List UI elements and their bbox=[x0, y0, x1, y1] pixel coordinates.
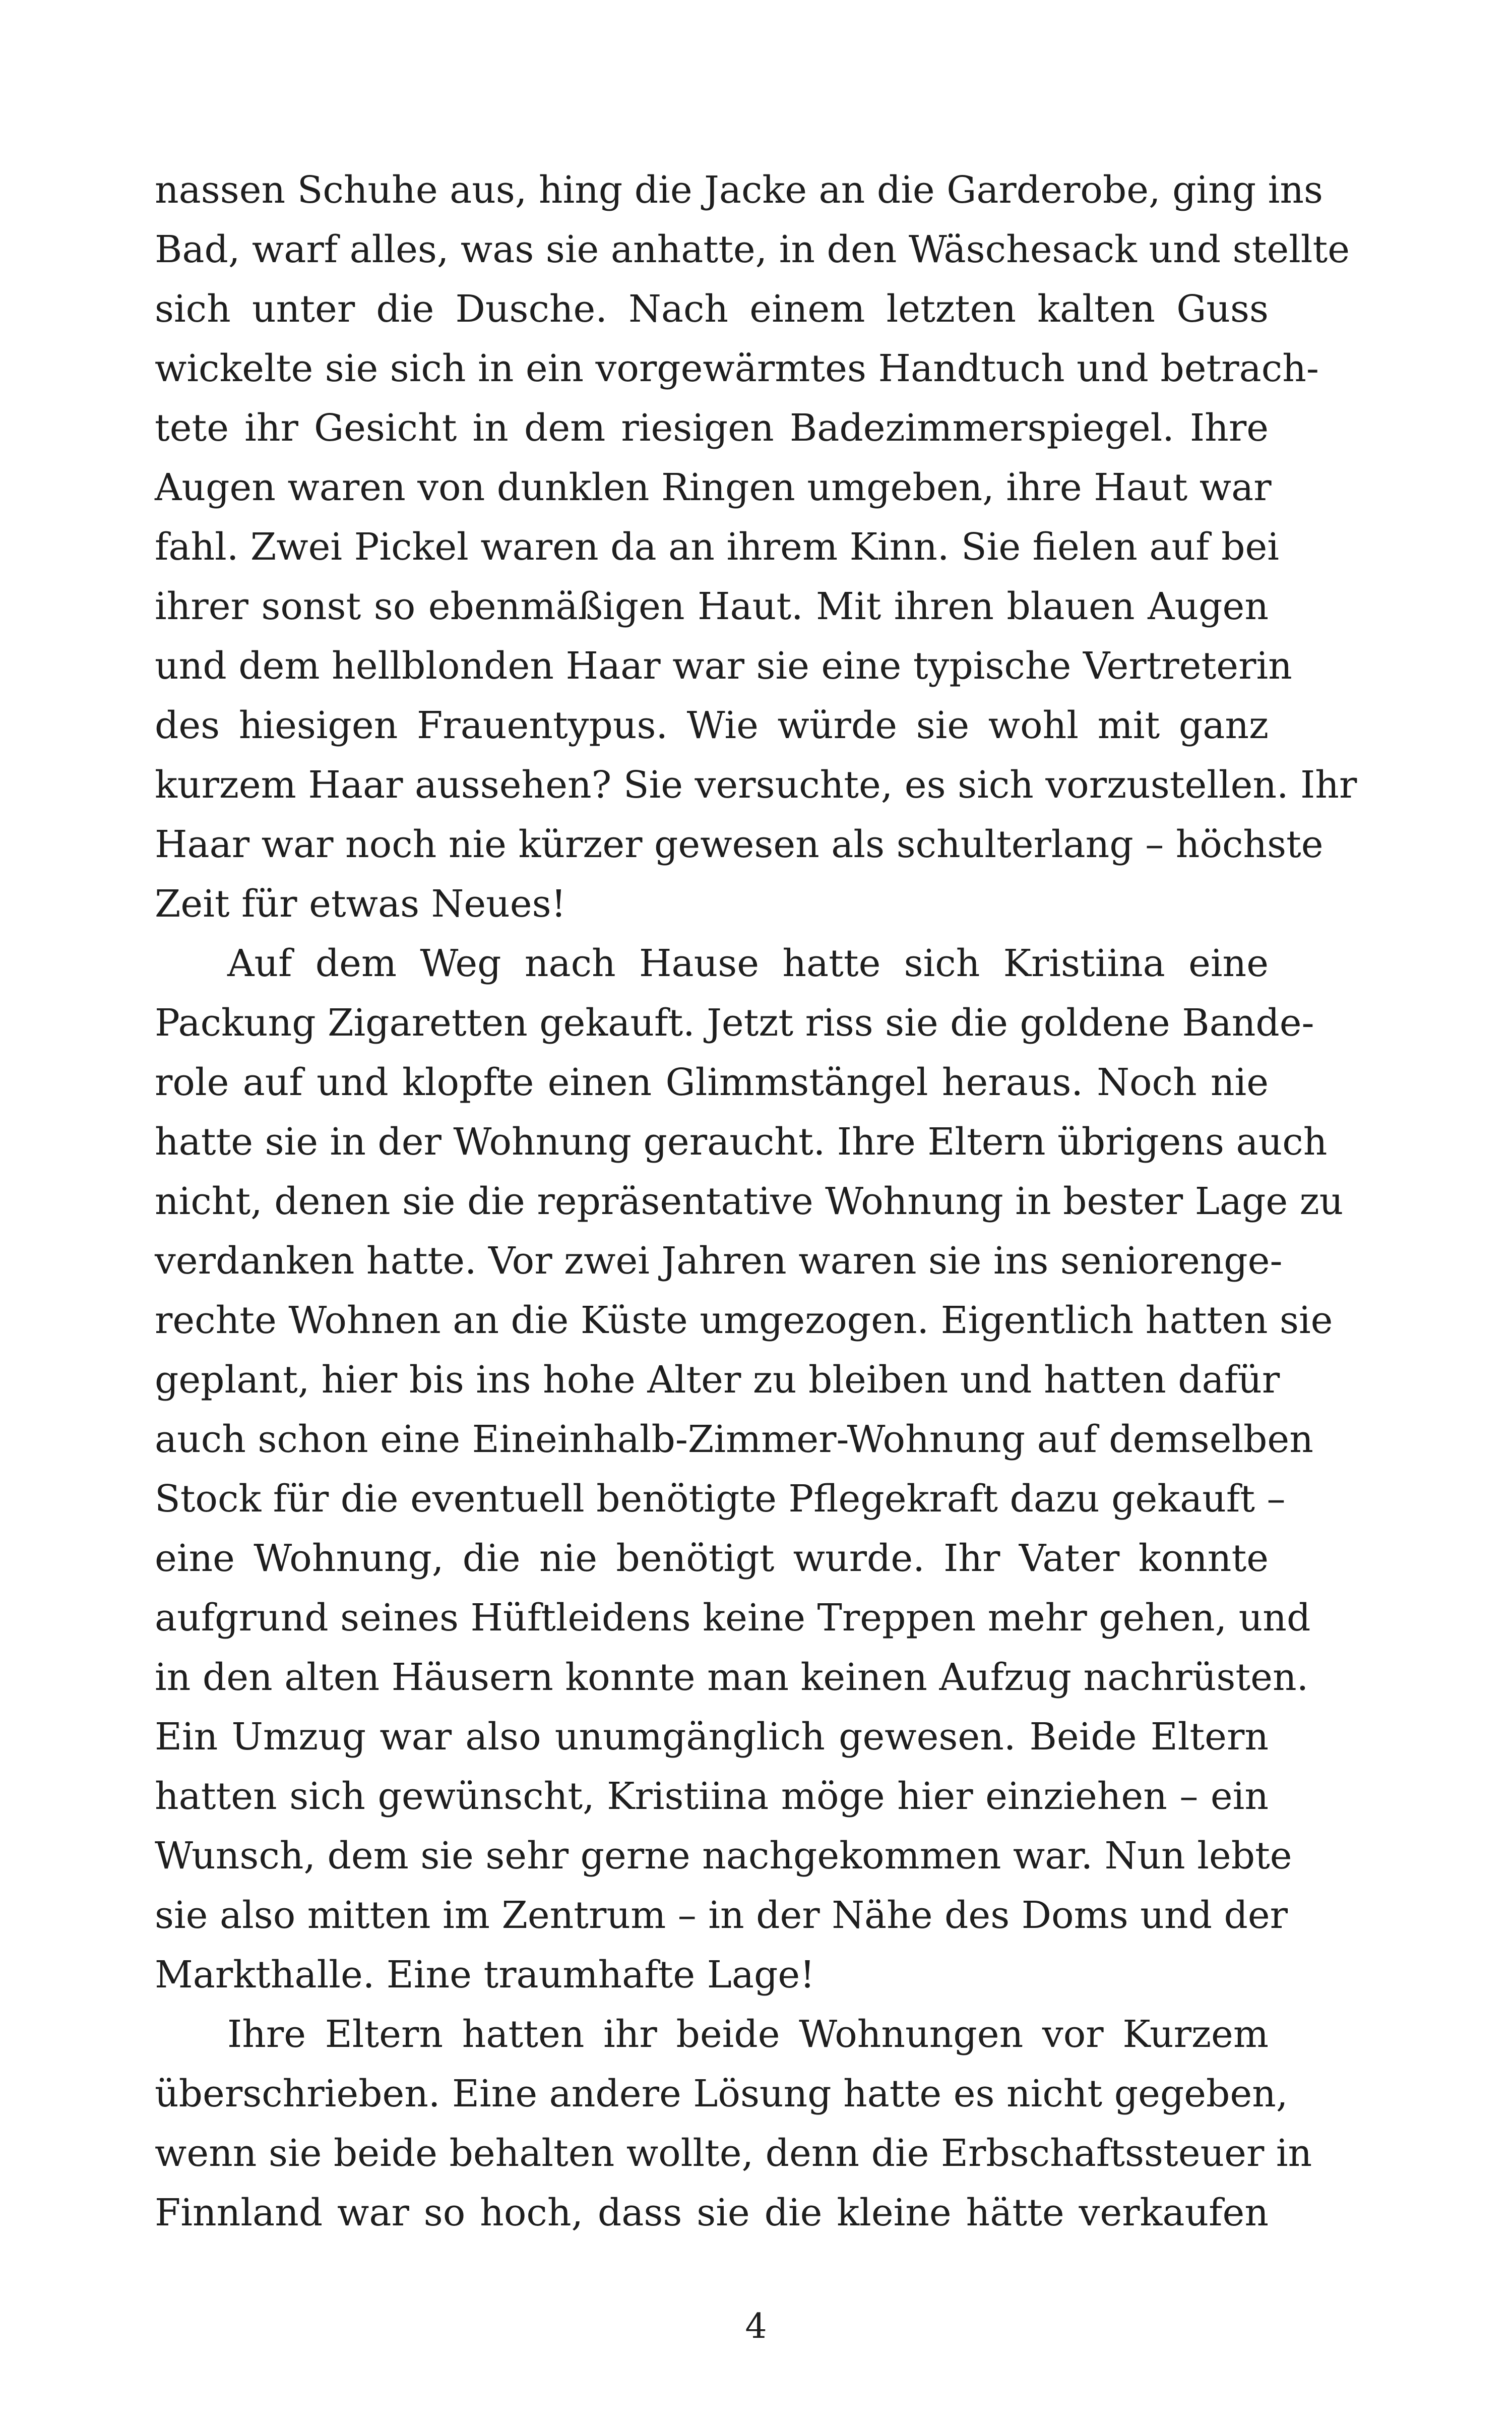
text-line: Auf dem Weg nach Hause hatte sich Kristiina eine bbox=[227, 942, 1269, 985]
text-line: hatten sich gewünscht, Kristiina möge hier einziehen – ein bbox=[155, 1775, 1269, 1818]
text-line: Ihre Eltern hatten ihr beide Wohnungen vor Kurzem bbox=[227, 2013, 1269, 2056]
text-line: kurzem Haar aussehen? Sie versuchte, es sich vorzustellen. Ihr bbox=[155, 763, 1357, 807]
text-line: nicht, denen sie die repräsentative Wohnung in bester Lage zu bbox=[155, 1180, 1344, 1223]
text-line: nassen Schuhe aus, hing die Jacke an die Garderobe, ging ins bbox=[155, 168, 1323, 212]
text-line: in den alten Häusern konnte man keinen Aufzug nachrüsten. bbox=[155, 1656, 1309, 1699]
text-line: verdanken hatte. Vor zwei Jahren waren sie ins seniorenge- bbox=[155, 1239, 1283, 1283]
text-line: sich unter die Dusche. Nach einem letzten kalten Guss bbox=[155, 287, 1269, 331]
text-line: tete ihr Gesicht in dem riesigen Badezimmerspiegel. Ihre bbox=[155, 406, 1269, 450]
text-line: hatte sie in der Wohnung geraucht. Ihre Eltern übrigens auch bbox=[155, 1120, 1328, 1164]
text-line: des hiesigen Frauentypus. Wie würde sie wohl mit ganz bbox=[155, 704, 1269, 747]
text-line: Finnland war so hoch, dass sie die kleine hätte verkaufen bbox=[155, 2191, 1269, 2234]
text-line: ihrer sonst so ebenmäßigen Haut. Mit ihren blauen Augen bbox=[155, 585, 1269, 628]
paragraph bbox=[155, 160, 1357, 934]
text-line: und dem hellblonden Haar war sie eine typische Vertreterin bbox=[155, 644, 1292, 688]
text-line: sie also mitten im Zentrum – in der Nähe des Doms und der bbox=[155, 1894, 1288, 1937]
paragraph bbox=[155, 2005, 1312, 2243]
text-line: role auf und klopfte einen Glimmstängel heraus. Noch nie bbox=[155, 1061, 1269, 1104]
text-line: Stock für die eventuell benötigte Pflegekraft dazu gekauft – bbox=[155, 1477, 1286, 1521]
text-line: wenn sie beide behalten wollte, denn die Erbschaftssteuer in bbox=[155, 2132, 1312, 2175]
text-line: Bad, warf alles, was sie anhatte, in den Wäschesack und stellte bbox=[155, 228, 1350, 271]
text-line: Packung Zigaretten gekauft. Jetzt riss sie die goldene Bande- bbox=[155, 1001, 1314, 1045]
text-line: auch schon eine Eineinhalb-Zimmer-Wohnung auf demselben bbox=[155, 1418, 1313, 1461]
text-line: Haar war noch nie kürzer gewesen als schulterlang – höchste bbox=[155, 823, 1324, 866]
text-line: Wunsch, dem sie sehr gerne nachgekommen war. Nun lebte bbox=[155, 1834, 1292, 1878]
text-line: geplant, hier bis ins hohe Alter zu bleiben und hatten dafür bbox=[155, 1358, 1280, 1402]
text-line: Ein Umzug war also unumgänglich gewesen. Beide Eltern bbox=[155, 1715, 1269, 1759]
text-line: aufgrund seines Hüftleidens keine Treppen mehr gehen, und bbox=[155, 1596, 1311, 1640]
text-line: Zeit für etwas Neues! bbox=[155, 882, 566, 926]
body-text bbox=[155, 160, 1357, 2243]
text-line: eine Wohnung, die nie benötigt wurde. Ihr Vater konnte bbox=[155, 1537, 1269, 1580]
text-line: überschrieben. Eine andere Lösung hatte es nicht gegeben, bbox=[155, 2072, 1288, 2115]
text-line: wickelte sie sich in ein vorgewärmtes Handtuch und betrach- bbox=[155, 347, 1319, 390]
page-number: 4 bbox=[745, 2307, 767, 2346]
text-line: fahl. Zwei Pickel waren da an ihrem Kinn. Sie fielen auf bei bbox=[155, 525, 1279, 569]
text-line: rechte Wohnen an die Küste umgezogen. Eigentlich hatten sie bbox=[155, 1299, 1333, 1342]
text-line: Augen waren von dunklen Ringen umgeben, ihre Haut war bbox=[155, 466, 1272, 509]
paragraph bbox=[155, 934, 1344, 2005]
text-line: Markthalle. Eine traumhafte Lage! bbox=[155, 1953, 815, 1996]
